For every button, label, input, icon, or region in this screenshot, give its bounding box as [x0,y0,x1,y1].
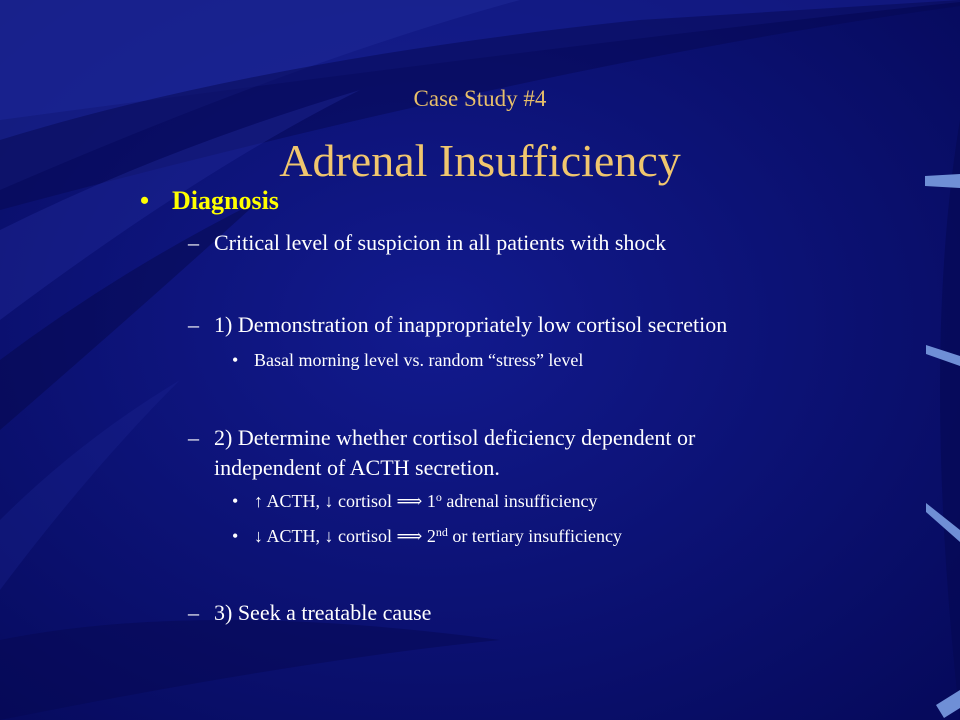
dash-symbol: – [188,230,199,255]
sub-list-item [232,526,622,547]
bullet-diagnosis [140,186,279,216]
bullet-symbol: • [232,491,239,511]
list-item [188,425,695,451]
text-segment: ACTH, [263,526,325,546]
list-item-text: 3) Seek a treatable cause [214,600,432,625]
down-arrow-icon: ↓ [324,526,334,546]
text-segment: 1 [422,491,436,511]
sub-list-item-text: Basal morning level vs. random “stress” level [254,350,584,370]
down-arrow-icon: ↓ [254,526,263,546]
sub-list-item [232,491,597,512]
list-item-text: Critical level of suspicion in all patients with shock [214,230,667,255]
list-item [188,312,727,338]
bullet-symbol: • [232,526,239,546]
text-segment: cortisol [333,526,397,546]
text-segment: 2 [422,526,436,546]
up-arrow-icon: ↑ [254,491,263,511]
text-segment: adrenal insufficiency [441,491,598,511]
slide-subtitle: Case Study #4 [413,86,547,111]
bullet-label: Diagnosis [172,186,279,215]
slide-title: Adrenal Insufficiency [279,135,681,186]
list-item-text: 2) Determine whether cortisol deficiency dependent or [214,425,696,450]
bullet-symbol: • [232,350,239,370]
dash-symbol: – [188,425,199,450]
sub-list-item [232,350,583,371]
list-item-continuation: independent of ACTH secretion. [214,455,500,480]
list-item-text: 1) Demonstration of inappropriately low cortisol secretion [214,312,728,337]
text-segment: cortisol [333,491,397,511]
text-segment: or tertiary insufficiency [447,526,622,546]
superscript: o [435,490,442,504]
implies-arrow-icon: ⟹ [396,491,423,511]
text-segment: ACTH, [263,491,325,511]
implies-arrow-icon: ⟹ [396,526,423,546]
list-item [188,230,666,256]
list-item [188,600,431,626]
dash-symbol: – [188,312,199,337]
dash-symbol: – [188,600,199,625]
superscript: nd [435,525,448,539]
bullet-symbol: • [140,186,150,215]
down-arrow-icon: ↓ [324,491,334,511]
